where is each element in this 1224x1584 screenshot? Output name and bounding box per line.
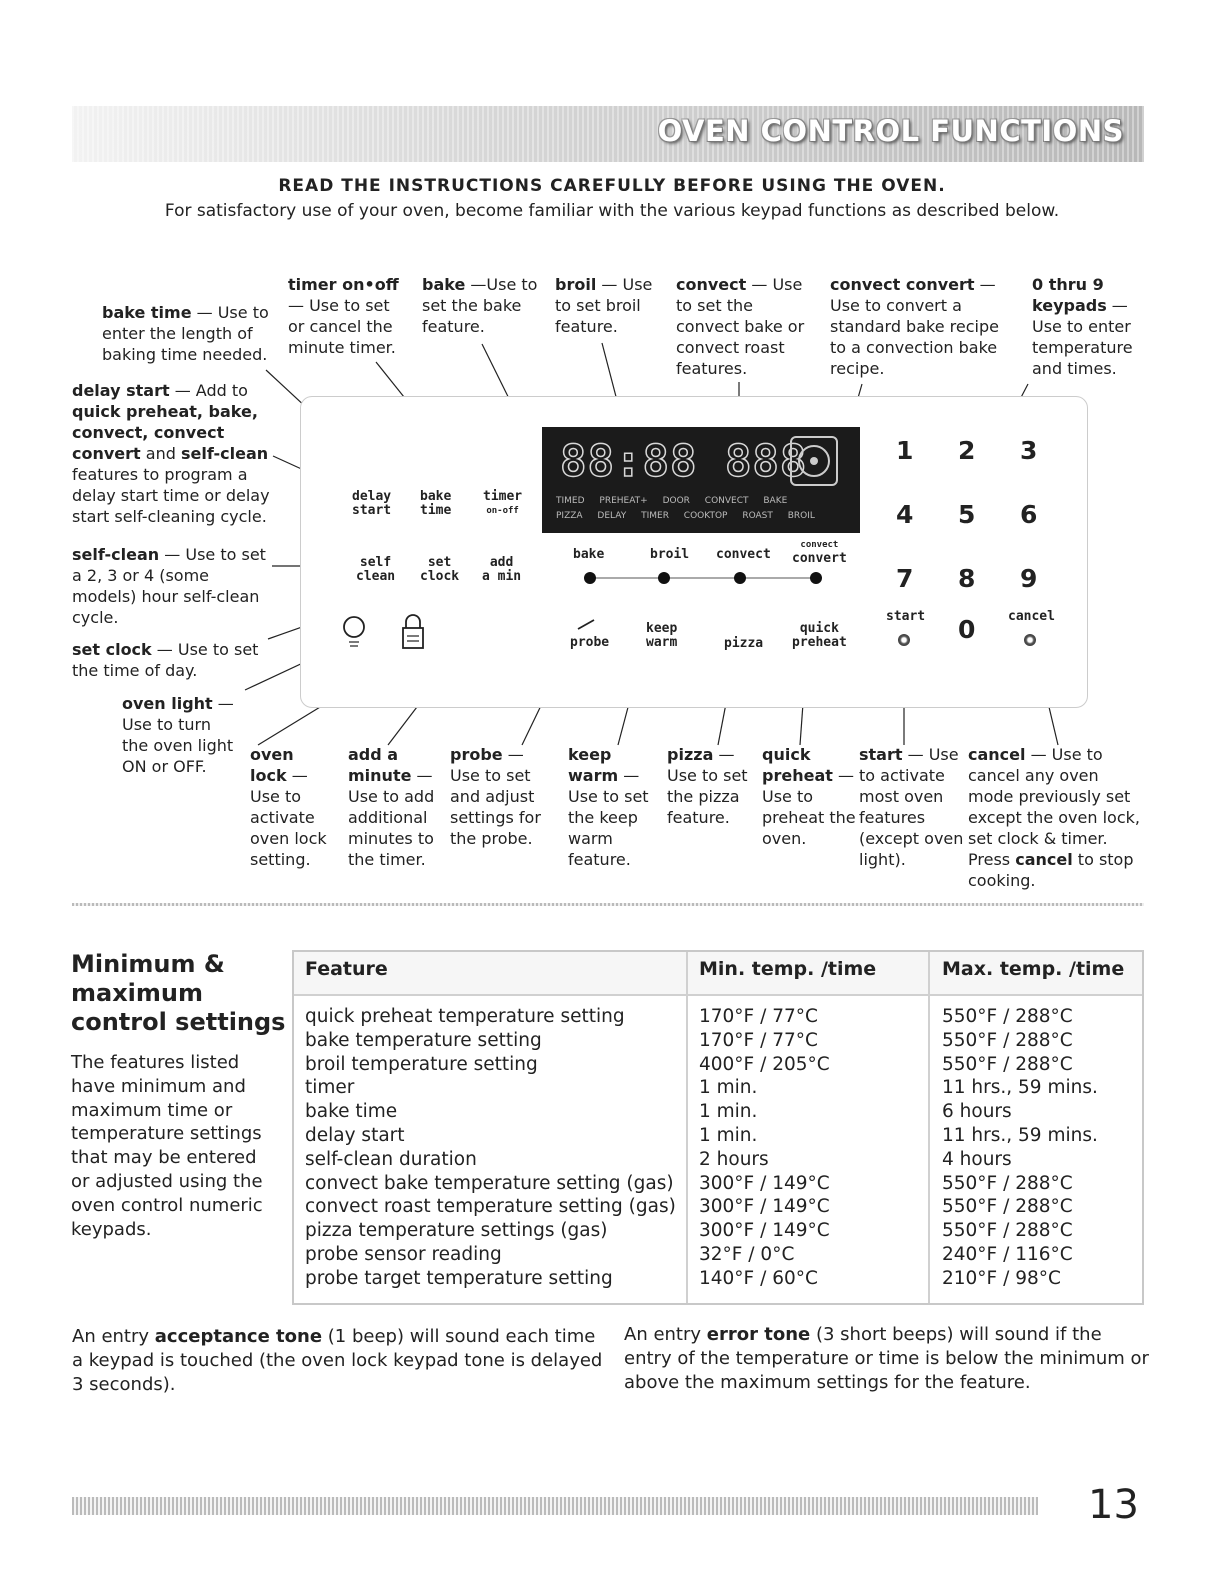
cancel-key[interactable] bbox=[1024, 634, 1036, 646]
pizza-key[interactable]: pizza bbox=[724, 636, 764, 651]
add-minute-desc: add a minute — Use to add additional minutes to the timer. bbox=[348, 745, 435, 869]
table-cell: quick preheat temperature setting bbox=[305, 1006, 625, 1027]
bake-time-desc: bake time — Use to enter the length of baking time needed. bbox=[102, 303, 269, 364]
table-cell: timer bbox=[305, 1077, 355, 1099]
mode-key-connector bbox=[584, 570, 824, 586]
table-cell: 550°F / 288°C bbox=[942, 1220, 1073, 1242]
fan-icon bbox=[790, 436, 838, 486]
table-cell: 1 min. bbox=[699, 1101, 758, 1123]
table-cell: self-clean duration bbox=[305, 1148, 477, 1170]
table-cell: 300°F / 149°C bbox=[699, 1196, 830, 1218]
table-cell: 11 hrs., 59 mins. bbox=[942, 1124, 1098, 1146]
broil-desc: broil — Use to set broil feature. bbox=[555, 275, 653, 336]
error-tone-text: An entry error tone (3 short beeps) will sound if the entry of the temperature or time is below the minimum or above the maximum settings for the feature. bbox=[624, 1324, 1149, 1393]
broil-key-label: broil bbox=[650, 547, 690, 562]
max-column bbox=[942, 1005, 1098, 1291]
acceptance-tone-text: An entry acceptance tone (1 beep) will sound each time a keypad is touched (the oven lock keypad tone is delayed 3 seconds). bbox=[72, 1326, 603, 1395]
quick-preheat-desc: quick preheat — Use to preheat the oven. bbox=[762, 745, 856, 848]
start-desc: start — Use to activate most oven features (except oven light). bbox=[859, 745, 964, 869]
convect-convert-key[interactable] bbox=[810, 572, 822, 584]
keypads-desc: 0 thru 9 keypads — Use to enter temperature and times. bbox=[1032, 275, 1133, 378]
feature-column-header: Feature bbox=[305, 958, 388, 980]
max-column-header: Max. temp. /time bbox=[942, 958, 1125, 980]
table-cell: convect roast temperature setting (gas) bbox=[305, 1196, 676, 1218]
display-indicators-row1: TIMED PREHEAT+ DOOR CONVECT BAKE bbox=[556, 496, 788, 506]
column-divider bbox=[928, 952, 930, 1303]
broil-key[interactable] bbox=[658, 572, 670, 584]
min-column-header: Min. temp. /time bbox=[699, 958, 877, 980]
probe-desc: probe — Use to set and adjust settings for the probe. bbox=[450, 745, 541, 848]
min-column bbox=[699, 1005, 830, 1291]
convect-desc: convect — Use to set the convect bake or convect roast features. bbox=[676, 275, 805, 378]
table-cell: broil temperature setting bbox=[305, 1053, 538, 1075]
keypad-9[interactable]: 9 bbox=[1020, 564, 1038, 593]
bake-key-label: bake bbox=[573, 547, 605, 562]
start-key[interactable] bbox=[898, 634, 910, 646]
start-key-label: start bbox=[886, 609, 926, 624]
keypad-1[interactable]: 1 bbox=[896, 436, 914, 465]
oven-light-icon[interactable] bbox=[340, 614, 368, 656]
table-cell: 2 hours bbox=[699, 1148, 769, 1170]
keep-warm-desc: keep warm — Use to set the keep warm feature. bbox=[568, 745, 649, 869]
table-cell: probe sensor reading bbox=[305, 1243, 502, 1265]
table-cell: probe target temperature setting bbox=[305, 1267, 613, 1289]
table-cell: 550°F / 288°C bbox=[942, 1196, 1073, 1218]
table-cell: 400°F / 205°C bbox=[699, 1053, 830, 1075]
display-indicators-row2: PIZZA DELAY TIMER COOKTOP ROAST BROIL bbox=[556, 511, 815, 521]
pizza-desc: pizza — Use to set the pizza feature. bbox=[667, 745, 748, 827]
table-cell: 300°F / 149°C bbox=[699, 1220, 830, 1242]
add-a-minute-key[interactable]: add a min bbox=[482, 555, 522, 584]
table-cell: 240°F / 116°C bbox=[942, 1243, 1073, 1265]
read-instructions-heading: READ THE INSTRUCTIONS CAREFULLY BEFORE USING THE OVEN. bbox=[278, 176, 946, 196]
convect-convert-desc: convect convert — Use to convert a standard bake recipe to a convection bake recipe. bbox=[830, 275, 999, 378]
cancel-key-label: cancel bbox=[1008, 609, 1055, 624]
probe-key[interactable]: probe bbox=[570, 635, 610, 650]
set-clock-key[interactable]: set clock bbox=[420, 555, 460, 584]
table-cell: pizza temperature settings (gas) bbox=[305, 1220, 608, 1242]
timer-onoff-desc: timer on•off — Use to set or cancel the minute timer. bbox=[288, 275, 399, 357]
self-clean-key[interactable]: self clean bbox=[356, 555, 396, 584]
table-cell: 1 min. bbox=[699, 1124, 758, 1146]
table-cell: 4 hours bbox=[942, 1148, 1012, 1170]
table-cell: convect bake temperature setting (gas) bbox=[305, 1172, 674, 1194]
table-cell: 11 hrs., 59 mins. bbox=[942, 1077, 1098, 1099]
section-divider bbox=[72, 903, 1144, 906]
bake-desc: bake —Use to set the bake feature. bbox=[422, 275, 538, 336]
table-cell: 550°F / 288°C bbox=[942, 1053, 1073, 1075]
quick-preheat-key[interactable]: quick preheat bbox=[792, 621, 847, 650]
intro-text: For satisfactory use of your oven, become familiar with the various keypad functions as described below. bbox=[164, 201, 1060, 221]
oven-lock-desc: oven lock — Use to activate oven lock setting. bbox=[250, 745, 327, 869]
convect-key[interactable] bbox=[734, 572, 746, 584]
set-clock-desc: set clock — Use to set the time of day. bbox=[72, 640, 259, 680]
table-cell: 550°F / 288°C bbox=[942, 1172, 1073, 1194]
table-cell: bake time bbox=[305, 1101, 398, 1123]
min-max-heading: Minimum & maximum control settings bbox=[71, 950, 286, 1036]
table-cell: 32°F / 0°C bbox=[699, 1243, 795, 1265]
bake-time-key[interactable]: bake time bbox=[420, 489, 452, 518]
keypad-2[interactable]: 2 bbox=[958, 436, 976, 465]
table-cell: 550°F / 288°C bbox=[942, 1029, 1073, 1051]
footer-bar bbox=[72, 1497, 1038, 1515]
table-cell: 170°F / 77°C bbox=[699, 1006, 818, 1027]
keypad-8[interactable]: 8 bbox=[958, 564, 976, 593]
probe-icon bbox=[576, 616, 598, 635]
table-cell: bake temperature setting bbox=[305, 1029, 542, 1051]
keypad-3[interactable]: 3 bbox=[1020, 436, 1038, 465]
table-cell: 170°F / 77°C bbox=[699, 1029, 818, 1051]
page-number: 13 bbox=[1088, 1482, 1139, 1528]
page-title: OVEN CONTROL FUNCTIONS bbox=[657, 114, 1124, 148]
keypad-4[interactable]: 4 bbox=[896, 500, 914, 529]
self-clean-desc: self-clean — Use to set a 2, 3 or 4 (some models) hour self-clean cycle. bbox=[72, 545, 266, 627]
cancel-desc: cancel — Use to cancel any oven mode previously set except the oven lock, set clock & timer. Press cancel to stop cooking. bbox=[968, 745, 1140, 890]
keep-warm-key[interactable]: keep warm bbox=[646, 621, 678, 650]
min-max-description: The features listed have minimum and maximum time or temperature settings that may be entered or adjusted using the oven control numeric keypads. bbox=[71, 1052, 263, 1240]
table-cell: 300°F / 149°C bbox=[699, 1172, 830, 1194]
keypad-6[interactable]: 6 bbox=[1020, 500, 1038, 529]
keypad-5[interactable]: 5 bbox=[958, 500, 976, 529]
oven-light-desc: oven light — Use to turn the oven light ON or OFF. bbox=[122, 694, 234, 776]
table-cell: 550°F / 288°C bbox=[942, 1006, 1073, 1027]
keypad-7[interactable]: 7 bbox=[896, 564, 914, 593]
delay-start-desc: delay start — Add to quick preheat, bake, convect, convect convert and self-clean features to program a delay start time or delay start self-cleaning cycle. bbox=[72, 381, 270, 526]
feature-column bbox=[305, 1005, 676, 1291]
bake-key[interactable] bbox=[584, 572, 596, 584]
convect-convert-key-label: convect convert bbox=[792, 540, 847, 566]
table-cell: delay start bbox=[305, 1124, 405, 1146]
table-cell: 140°F / 60°C bbox=[699, 1267, 818, 1289]
oven-lock-icon[interactable] bbox=[398, 612, 428, 656]
display-digits: 88:88 888 bbox=[560, 436, 808, 487]
keypad-0[interactable]: 0 bbox=[958, 615, 976, 644]
table-cell: 1 min. bbox=[699, 1077, 758, 1099]
table-cell: 210°F / 98°C bbox=[942, 1267, 1061, 1289]
delay-start-key[interactable]: delay start bbox=[352, 489, 392, 518]
table-cell: 6 hours bbox=[942, 1101, 1012, 1123]
convect-key-label: convect bbox=[716, 547, 771, 562]
timer-onoff-key[interactable]: timer on-off bbox=[483, 489, 523, 516]
column-divider bbox=[686, 952, 688, 1303]
